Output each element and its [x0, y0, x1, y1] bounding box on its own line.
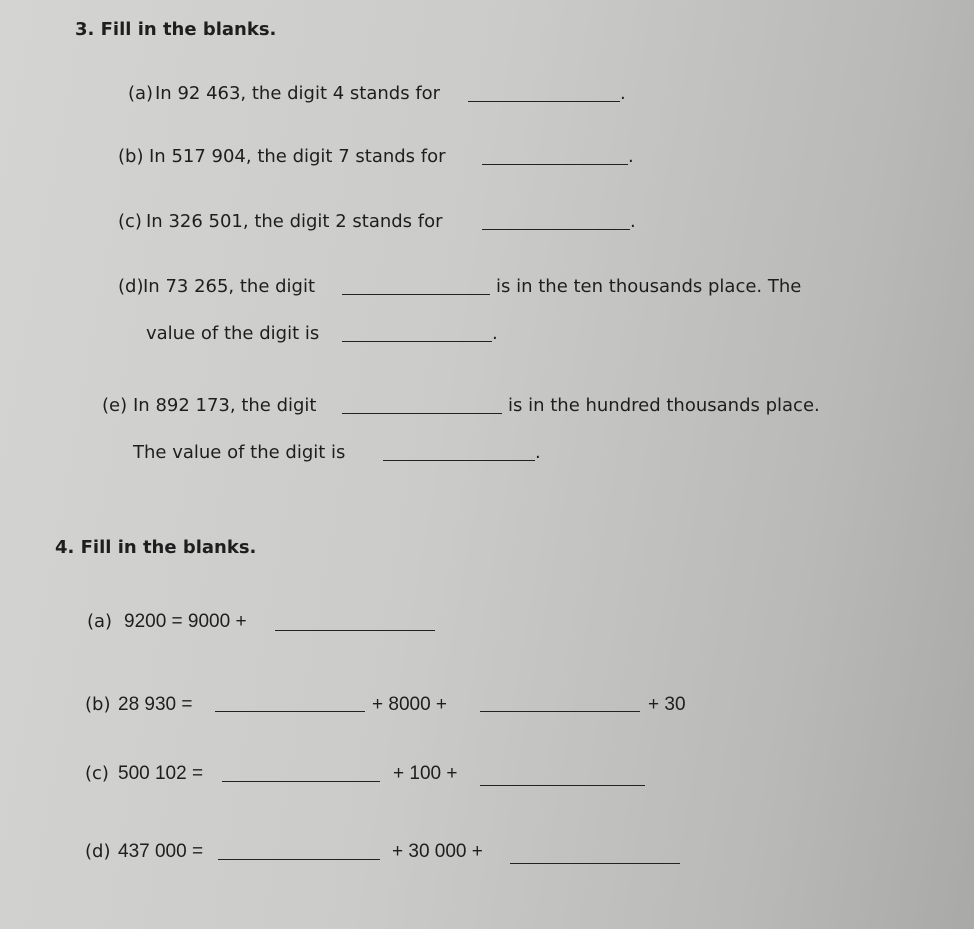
q4d-blank-2[interactable]	[510, 863, 680, 864]
question-4-title: 4. Fill in the blanks.	[55, 537, 257, 558]
q3d-blank-value[interactable]	[342, 341, 492, 342]
q4c-lhs: 500 102 =	[118, 763, 204, 784]
period: .	[535, 442, 541, 463]
q3e-blank-digit[interactable]	[342, 413, 502, 414]
q4c-blank-1[interactable]	[222, 781, 380, 782]
q4a-label: (a)	[87, 611, 113, 632]
q4d-lhs: 437 000 =	[118, 841, 204, 862]
q4d-mid: + 30 000 +	[392, 841, 483, 862]
q3e-text1: In 892 173, the digit	[133, 395, 317, 416]
q4c-label: (c)	[85, 763, 109, 784]
q4b-mid: + 8000 +	[372, 694, 448, 715]
q3a-label: (a)	[128, 83, 154, 104]
q3c-blank[interactable]	[482, 229, 630, 230]
q3a-text: In 92 463, the digit 4 stands for	[155, 83, 441, 104]
q3e-text3: The value of the digit is	[133, 442, 346, 463]
q4c-mid: + 100 +	[393, 763, 458, 784]
q3d-text3: value of the digit is	[146, 323, 320, 344]
q4a-blank[interactable]	[275, 630, 435, 631]
q4b-label: (b)	[85, 694, 111, 715]
q3d-text1: In 73 265, the digit	[143, 276, 316, 297]
q3c-label: (c)	[118, 211, 142, 232]
q3b-blank[interactable]	[482, 164, 628, 165]
q4d-label: (d)	[85, 841, 111, 862]
period: .	[620, 83, 626, 104]
q4d-blank-1[interactable]	[218, 859, 380, 860]
period: .	[628, 146, 634, 167]
q3d-blank-digit[interactable]	[342, 294, 490, 295]
q3c-text: In 326 501, the digit 2 stands for	[146, 211, 443, 232]
q3d-label: (d)	[118, 276, 144, 297]
q3e-label: (e)	[102, 395, 128, 416]
q3d-text2: is in the ten thousands place. The	[496, 276, 802, 297]
q3b-text: In 517 904, the digit 7 stands for	[149, 146, 446, 167]
q4a-equation: 9200 = 9000 +	[124, 611, 247, 632]
q4b-lhs: 28 930 =	[118, 694, 193, 715]
q4b-blank-1[interactable]	[215, 711, 365, 712]
q3e-text2: is in the hundred thousands place.	[508, 395, 820, 416]
period: .	[492, 323, 498, 344]
q3e-blank-value[interactable]	[383, 460, 535, 461]
question-3-title: 3. Fill in the blanks.	[75, 19, 277, 40]
q4b-end: + 30	[648, 694, 686, 715]
q4b-blank-2[interactable]	[480, 711, 640, 712]
q3b-label: (b)	[118, 146, 144, 167]
period: .	[630, 211, 636, 232]
q4c-blank-2[interactable]	[480, 785, 645, 786]
q3a-blank[interactable]	[468, 101, 620, 102]
